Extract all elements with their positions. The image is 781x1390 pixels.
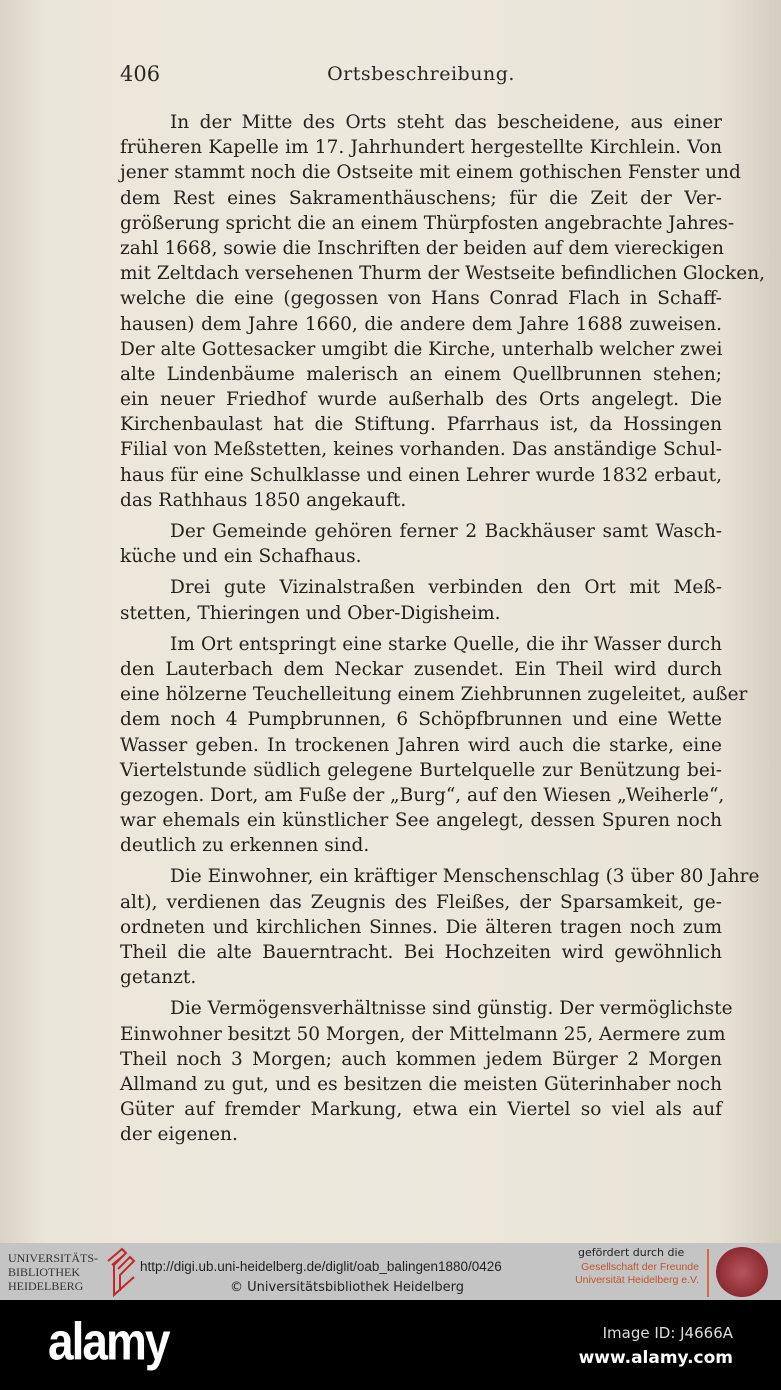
text-line: größerung spricht die an einem Thürpfosten angebrachte Jahres- [120, 212, 735, 234]
paragraph [120, 632, 748, 859]
text-line: ordneten und kirchlichen Sinnes. Die älteren tragen noch zum [120, 916, 722, 938]
paragraph [120, 519, 722, 569]
text-line: Der alte Gottesacker umgibt die Kirche, unterhalb welcher zwei [120, 338, 723, 360]
text-line: getanzt. [120, 967, 197, 989]
text-line: den Lauterbach dem Neckar zusendet. Ein Theil wird durch [120, 658, 722, 680]
body-text [120, 110, 766, 1148]
text-line: Güter auf fremder Markung, etwa ein Viertel so viel als auf [120, 1099, 722, 1121]
text-line: Die Einwohner, ein kräftiger Menschenschlag (3 über 80 Jahre [170, 866, 760, 888]
text-line: Einwohner besitzt 50 Morgen, der Mittelmann 25, Aermere zum [120, 1023, 726, 1045]
text-line: zahl 1668, sowie die Inschriften der beiden auf dem viereckigen [120, 237, 724, 259]
alamy-url: www.alamy.com [578, 1348, 733, 1368]
text-line: Wasser geben. In trockenen Jahren wird auch die starke, eine [120, 734, 722, 756]
text-line: der eigenen. [120, 1124, 238, 1146]
library-footer [0, 1243, 781, 1300]
page-header [120, 62, 722, 90]
library-logo-icon [104, 1247, 140, 1299]
watermark-band [0, 1300, 781, 1390]
society-name [575, 1261, 699, 1287]
text-line: hausen) dem Jahre 1660, die andere dem Jahre 1688 zuweisen. [120, 313, 722, 335]
text-line: welche die eine (gegossen von Hans Conrad Flach in Schaff- [120, 288, 722, 310]
text-line: mit Zeltdach versehenen Thurm der Westseite befindlichen Glocken, [120, 263, 766, 285]
paragraph [120, 864, 760, 990]
text-line: Drei gute Vizinalstraßen verbinden den Ort mit Meß- [170, 577, 722, 599]
society-line: Universität Heidelberg e.V. [575, 1274, 699, 1286]
text-line: stetten, Thieringen und Ober-Digisheim. [120, 602, 501, 624]
image-id: Image ID: J4666A [602, 1324, 733, 1342]
page-number: 406 [120, 62, 161, 86]
text-line: Theil die alte Bauerntracht. Bei Hochzeiten wird gewöhnlich [120, 942, 722, 963]
text-line: In der Mitte des Orts steht das bescheidene, aus einer [170, 112, 722, 133]
permalink-url[interactable]: http://digi.ub.uni-heidelberg.de/diglit/oab_balingen1880/0426 [140, 1259, 502, 1274]
text-line: ein neuer Friedhof wurde außerhalb des Orts angelegt. Die [120, 389, 722, 411]
text-line: früheren Kapelle im 17. Jahrhundert hergestellte Kirchlein. Von [120, 137, 722, 159]
library-name [8, 1251, 98, 1293]
text-line: Theil noch 3 Morgen; auch kommen jedem Bürger 2 Morgen [120, 1048, 722, 1070]
text-line: Die Vermögensverhältnisse sind günstig. Der vermöglichste [170, 998, 733, 1020]
library-name-line: UNIVERSITÄTS- [8, 1251, 98, 1265]
text-line: Kirchenbaulast hat die Stiftung. Pfarrhaus ist, da Hossingen [120, 414, 722, 436]
text-line: küche und ein Schafhaus. [120, 546, 362, 568]
society-line: Gesellschaft der Freunde [581, 1261, 699, 1273]
copyright-notice: © Universitätsbibliothek Heidelberg [230, 1280, 465, 1295]
paragraph [120, 110, 766, 513]
text-line: war ehemals ein künstlicher See angelegt, dessen Spuren noch [120, 810, 722, 832]
text-line: dem noch 4 Pumpbrunnen, 6 Schöpfbrunnen und eine Wette [120, 709, 722, 731]
text-line: alte Lindenbäume malerisch an einem Quellbrunnen stehen; [120, 363, 722, 385]
text-line: eine hölzerne Teuchelleitung einem Ziehbrunnen zugeleitet, außer [120, 684, 748, 706]
text-line: Im Ort entspringt eine starke Quelle, die ihr Wasser durch [170, 633, 722, 655]
text-line: dem Rest eines Sakramenthäuschens; für die Zeit der Ver- [120, 187, 722, 209]
text-line: Filial von Meßstetten, keines vorhanden. Das anständige Schul- [120, 439, 722, 461]
footer-divider [707, 1249, 709, 1297]
library-name-line: HEIDELBERG [8, 1279, 84, 1293]
text-line: Der Gemeinde gehören ferner 2 Backhäuser samt Wasch- [170, 521, 722, 542]
text-line: haus für eine Schulklasse und einen Lehrer wurde 1832 erbaut, [120, 464, 722, 486]
text-line: deutlich zu erkennen sind. [120, 835, 370, 857]
library-name-line: BIBLIOTHEK [8, 1265, 80, 1279]
text-line: jener stammt noch die Ostseite mit einem gothischen Fenster und [120, 162, 741, 184]
text-line: alt), verdienen das Zeugnis des Fleißes, der Sparsamkeit, ge- [120, 891, 722, 913]
text-line: das Rathhaus 1850 angekauft. [120, 489, 407, 511]
text-line: Allmand zu gut, und es besitzen die meisten Güterinhaber noch [120, 1073, 722, 1095]
paragraph [120, 996, 733, 1147]
text-line: gezogen. Dort, am Fuße der „Burg“, auf den Wiesen „Weiherle“, [120, 784, 725, 806]
alamy-logo: alamy [48, 1311, 169, 1371]
paragraph [120, 575, 722, 625]
text-line: Viertelstunde südlich gelegene Burtelquelle zur Benützung bei- [120, 759, 722, 781]
university-seal-icon [716, 1247, 768, 1297]
running-title: Ortsbeschreibung. [327, 63, 515, 85]
funded-by-label: gefördert durch die [578, 1246, 685, 1259]
